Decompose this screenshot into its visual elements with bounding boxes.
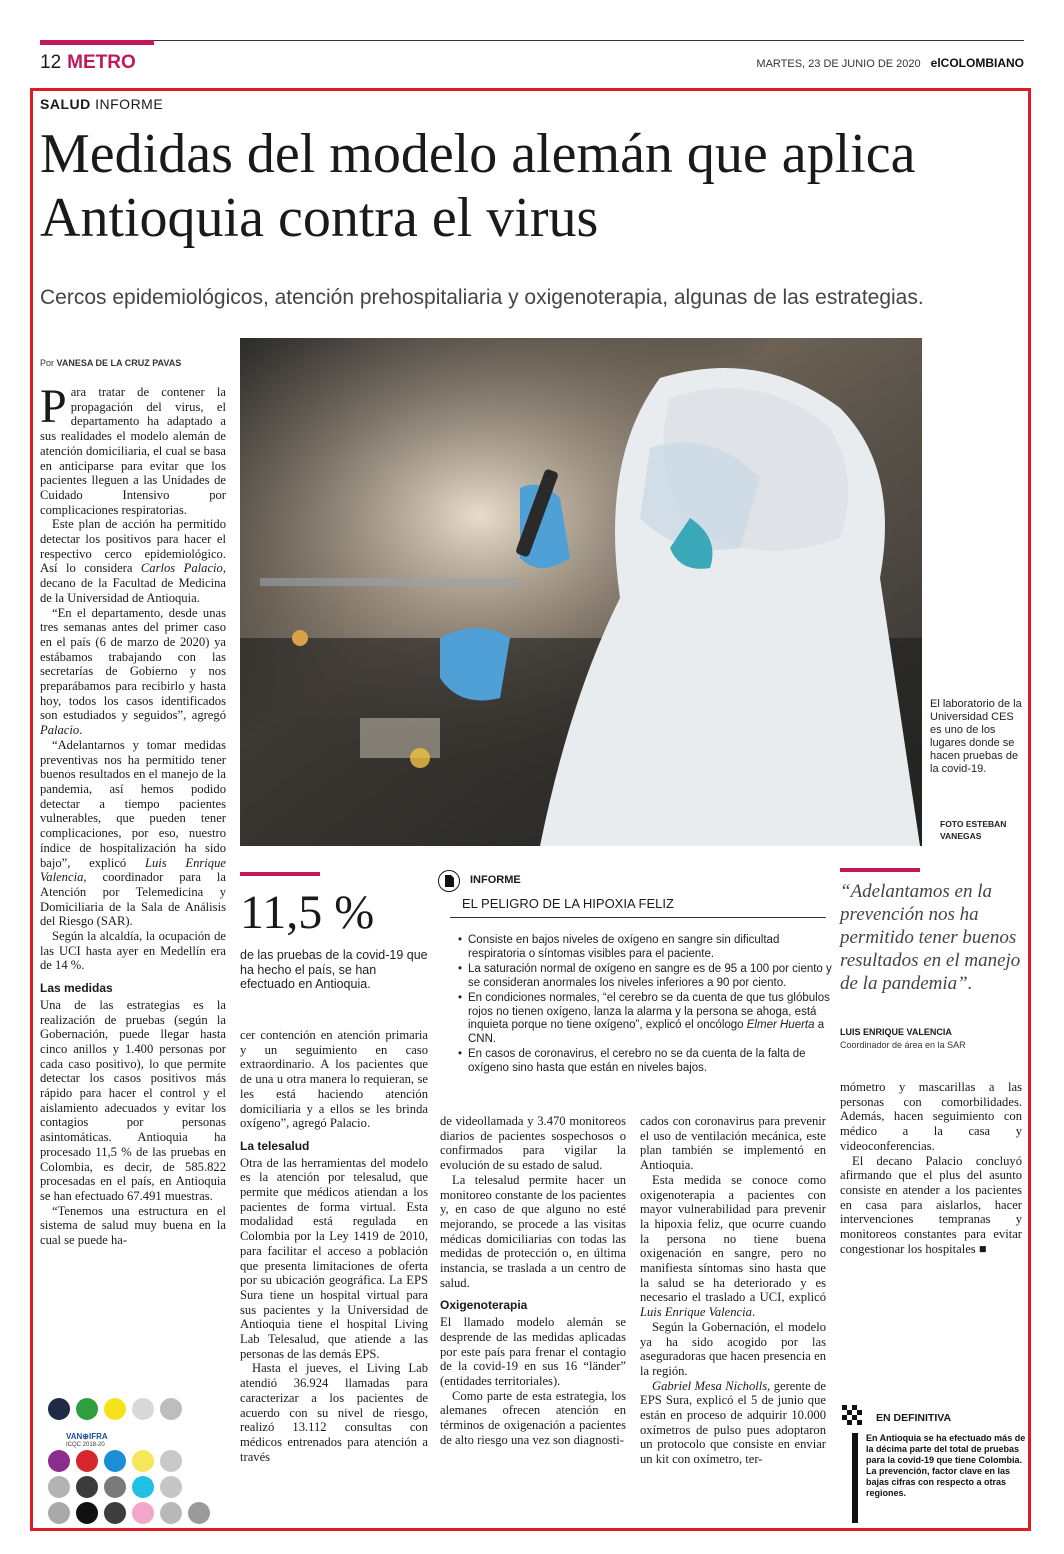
kicker — [40, 96, 163, 112]
headline: Medidas del modelo alemán que aplica Antioquia contra el virus — [40, 123, 916, 249]
lab-photo — [240, 338, 922, 846]
section-heading-telesalud: La telesalud — [240, 1138, 310, 1153]
section-name: METRO — [67, 52, 136, 73]
paragraph — [640, 1173, 826, 1320]
en-definitiva-text: En Antioquia se ha efectuado más de la décima parte del total de pruebas para la covid-19 que tiene Colombia. La prevención, factor clave en las bajas cifras con respecto a otras regiones. — [852, 1433, 1026, 1523]
color-swatch — [104, 1450, 126, 1472]
color-swatch — [104, 1398, 126, 1420]
byline-prefix: Por — [40, 358, 55, 368]
color-swatch — [160, 1450, 182, 1472]
paragraph: cer contención en atención primaria y un seguimiento en caso extraordinario. A los pacientes que de una u otra manera lo requieran, se les está haciendo atención domiciliaria y a ellos se les brinda oxígeno”, agregó Palacio. — [240, 1028, 428, 1131]
text-run: , decano de la Facultad de Medicina de la Universidad de Antioquia. — [40, 561, 226, 605]
color-swatch — [48, 1476, 70, 1498]
list-item: • En casos de coronavirus, el cerebro no se da cuenta de la falta de oxígeno sino hasta que están en niveles bajos. — [468, 1048, 838, 1075]
lab-photo-illustration — [240, 338, 922, 846]
top-rule — [40, 40, 1024, 41]
paragraph: La telesalud permite hacer un monitoreo constante de los pacientes y, en caso de que alguno no esté mejorando, se procede a las visitas médicas domiciliarias con todas las medidas de protección o, en última instancia, se traslada a un centro de salud. — [440, 1172, 626, 1290]
paragraph: “Tenemos una estructura en el sistema de salud muy buena en la cual se puede ha- — [40, 1203, 226, 1248]
person-name: Elmer Huerta — [746, 1019, 815, 1031]
section-heading-oxigenoterapia: Oxigenoterapia — [440, 1298, 528, 1313]
list-item: • La saturación normal de oxígeno en sangre es de 95 a 100 por ciento y se consideran anormales los niveles inferiores a 90 por ciento. — [468, 963, 838, 990]
text-run: El decano Palacio concluyó afirmando que el plus del asunto consiste en atender a los pacientes en casa para aislarlos, hacer intervenciones tempranas y monitoreos constantes para evitar congestionar los hospitales — [840, 1153, 1022, 1256]
paragraph: de videollamada y 3.470 monitoreos diarios de pacientes sospechosos o confirmados para vigilar la evolución de su estado de salud. — [440, 1114, 626, 1173]
paragraph: Según la Gobernación, el modelo ya ha sido acogido por las aseguradoras que hacen presencia en la región. — [640, 1319, 826, 1378]
byline — [40, 358, 181, 368]
top-rule-accent — [40, 40, 154, 45]
paragraph: El llamado modelo alemán se desprende de las medidas aplicadas por este país para frenar el contagio de la covid-19 en sus 16 “länder” (entidades territoriales). — [440, 1315, 626, 1388]
text-run: , gerente de EPS Sura, explicó el 5 de junio que están en proceso de adquirir 10.000 oxímetros de pulso pues adoptaron un protocolo que consiste en enviar un kit con oxímetro, ter- — [640, 1378, 826, 1467]
article-column-3 — [440, 1114, 626, 1447]
text-run: . — [751, 1305, 756, 1320]
person-name: Gabriel Mesa Nicholls — [652, 1378, 768, 1393]
text-run: “En el departamento, desde unas tres semanas antes del primer caso en el país (6 de marzo de 2020) ya estábamos trabajando con las secretarías de Gobierno y nos preparábamos para recibirlo y hasta hoy, todos los casos identificados son estudiados y seguidos”, agregó — [40, 605, 226, 723]
informe-list — [456, 934, 838, 1077]
color-swatch — [160, 1398, 182, 1420]
text-run: . — [79, 723, 83, 738]
text-run: Esta medida se conoce como oxigenoterapia a pacientes con mayor vulnerabilidad para prevenir la hipoxia feliz, que ocurre cuando la persona no tiene buena oxigenación en sangre, pero no manifiesta síntomas sino hasta que la salud se ha deteriorado y es necesario el traslado a UCI, explicó — [640, 1172, 826, 1305]
colorbar-code: ICQC 2018-20 — [66, 1442, 105, 1448]
person-name: Carlos Palacio — [140, 561, 223, 576]
text-run: , coordinador para la Atención por Telemedicina y Domiciliaria de la Sala de Análisis del Riesgo (SAR). — [40, 870, 226, 929]
informe-title: EL PELIGRO DE LA HIPOXIA FELIZ — [450, 896, 826, 918]
text-run: En condiciones normales, “el cerebro se da cuenta de que tus glóbulos rojos no tienen oxígeno, lanza la alarma y la persona se ahoga, está inquieta porque no tiene oxígeno”, explicó el oncólogo — [468, 992, 830, 1031]
paragraph-lead-text: ara tratar de contener la propagación del virus, el departamento ha adaptado a sus realidades el modelo alemán de atención domiciliaria, el cual se basa en anticiparse para evitar que los pacientes lleguen a las Unidades de Cuidado Intensivo por complicaciones respiratorias. — [40, 385, 226, 517]
photo-credit: FOTO ESTEBAN VANEGAS — [940, 819, 1007, 841]
paragraph: Una de las estrategias es la realización de pruebas (según la Gobernación, puede llegar hasta cinco anillos y 1.400 personas por cada caso positivo), lo que permite detectar los casos positivos más rápido para hacer el control y el aislamiento adecuados y evitar los contagios por personas asintomáticas. Antioquia ha procesado 11,5 % de las pruebas en Colombia, es decir, de 585.822 procesadas en el país, en Antioquia se han efectuado 67.491 muestras. — [40, 997, 226, 1203]
text-run: Este plan de acción ha permitido detectar los positivos para hacer el respectivo cerco epidemiológico. Así lo considera — [40, 517, 226, 576]
masthead-brand — [931, 56, 1024, 70]
text-run: “Adelantarnos y tomar medidas preventivas nos ha permitido tener buenos resultados en el manejo de la pandemia, así hemos podido detectar a tiempo pacientes vulnerables, que pueden tener complicaciones, por eso, nuestro índice de hospitalización ha sido bajo”, explicó — [40, 737, 226, 870]
print-color-bar — [42, 1394, 192, 1524]
paragraph — [640, 1379, 826, 1467]
stat-accent-bar — [240, 872, 320, 876]
color-swatch — [132, 1398, 154, 1420]
color-swatch — [104, 1476, 126, 1498]
date: MARTES, 23 DE JUNIO DE 2020 — [756, 58, 921, 70]
paragraph: Otra de las herramientas del modelo es la atención por telesalud, que permite que médicos atiendan a los pacientes de forma virtual. Esta modalidad está regulada en Colombia por la Ley 1419 de 2010, para facilitar el acceso a población que presenta limitaciones de oferta por su ubicación geográfica. La EPS Sura tiene un hospital virtual para sus pacientes y la Universidad de Antioquia tiene el hospital Living Lab Telesalud, que atiende a las personas de las demás EPS. — [240, 1155, 428, 1361]
brand-prefix: el — [930, 56, 941, 70]
section-heading-medidas: Las medidas — [40, 981, 113, 996]
colorbar-logo: VAN⊕IFRA — [66, 1432, 108, 1441]
paragraph: cados con coronavirus para prevenir el uso de ventilación mecánica, este plan también se implementó en Antioquia. — [640, 1114, 826, 1173]
color-swatch — [48, 1398, 70, 1420]
end-mark-icon: ■ — [978, 1241, 987, 1256]
paragraph — [40, 738, 226, 929]
list-item — [468, 992, 838, 1046]
color-swatch — [76, 1476, 98, 1498]
paragraph — [40, 606, 226, 738]
brand-name: COLOMBIANO — [940, 56, 1024, 70]
color-swatch — [76, 1398, 98, 1420]
paragraph: Según la alcaldía, la ocupación de las UCI hasta ayer en Medellín era de 14 %. — [40, 929, 226, 973]
paragraph: mómetro y mascarillas a las personas con comorbilidades. Además, hacen seguimiento con médico a la casa y videoconferencias. — [840, 1080, 1022, 1153]
color-swatch — [48, 1450, 70, 1472]
article-column-4 — [640, 1114, 826, 1467]
article-column-2 — [240, 1028, 428, 1464]
article-column-1 — [40, 380, 226, 1248]
stat-number: 11,5 % — [240, 886, 375, 939]
list-item: • Consiste en bajos niveles de oxígeno en sangre sin dificultad respiratoria o síntomas visibles para el paciente. — [468, 934, 838, 961]
kicker-section: SALUD — [40, 96, 91, 112]
paragraph: Como parte de esta estrategia, los alemanes ofrecen atención en términos de oxigenación a pacientes de alto riesgo una vez son diagnosti- — [440, 1388, 626, 1447]
drop-cap: P — [40, 380, 67, 433]
paragraph: Hasta el jueves, el Living Lab atendió 36.924 llamadas para caracterizar a los pacientes de acuerdo con su nivel de riesgo, realizó 13.112 consultas con médicos entrenados para atención a través — [240, 1361, 428, 1464]
color-swatch — [76, 1450, 98, 1472]
color-swatch — [160, 1476, 182, 1498]
stat-description: de las pruebas de la covid-19 que ha hecho el país, se han efectuado en Antioquia. — [240, 948, 428, 991]
color-swatch — [48, 1502, 70, 1524]
quote-author: LUIS ENRIQUE VALENCIA — [840, 1027, 952, 1037]
en-definitiva-label: EN DEFINITIVA — [876, 1412, 952, 1424]
photo-caption: El laboratorio de la Universidad CES es uno de los lugares donde se hacen pruebas de la covid-19. — [930, 698, 1022, 775]
checker-icon — [842, 1405, 862, 1425]
color-swatch — [160, 1502, 182, 1524]
paragraph — [40, 517, 226, 605]
color-swatch — [132, 1476, 154, 1498]
quote-accent-bar — [840, 868, 920, 872]
informe-label: INFORME — [470, 874, 521, 886]
color-swatch — [188, 1502, 210, 1524]
color-swatch — [104, 1502, 126, 1524]
page-number — [40, 52, 136, 74]
color-swatch — [132, 1502, 154, 1524]
color-swatch — [76, 1502, 98, 1524]
page-number-value: 12 — [40, 52, 62, 73]
person-name: Luis Enrique Valencia — [40, 855, 226, 885]
paragraph — [840, 1154, 1022, 1257]
article-column-5 — [840, 1080, 1022, 1256]
person-name: Palacio — [40, 723, 80, 738]
text-run: a CNN. — [468, 1019, 825, 1045]
color-swatch — [132, 1450, 154, 1472]
quote-author-role: Coordinador de área en la SAR — [840, 1040, 966, 1050]
kicker-type: INFORME — [95, 96, 164, 112]
person-name: Luis Enrique Valencia — [640, 1305, 752, 1320]
paragraph-lead — [40, 380, 226, 517]
dateline — [600, 56, 1024, 70]
document-icon — [438, 870, 460, 892]
subheadline: Cercos epidemiológicos, atención prehospitaliaria y oxigenoterapia, algunas de las estrategias. — [40, 286, 924, 309]
pull-quote: “Adelantamos en la prevención nos ha permitido tener buenos resultados en el manejo de la pandemia”. — [840, 881, 1021, 994]
byline-author: VANESA DE LA CRUZ PAVAS — [56, 358, 182, 368]
